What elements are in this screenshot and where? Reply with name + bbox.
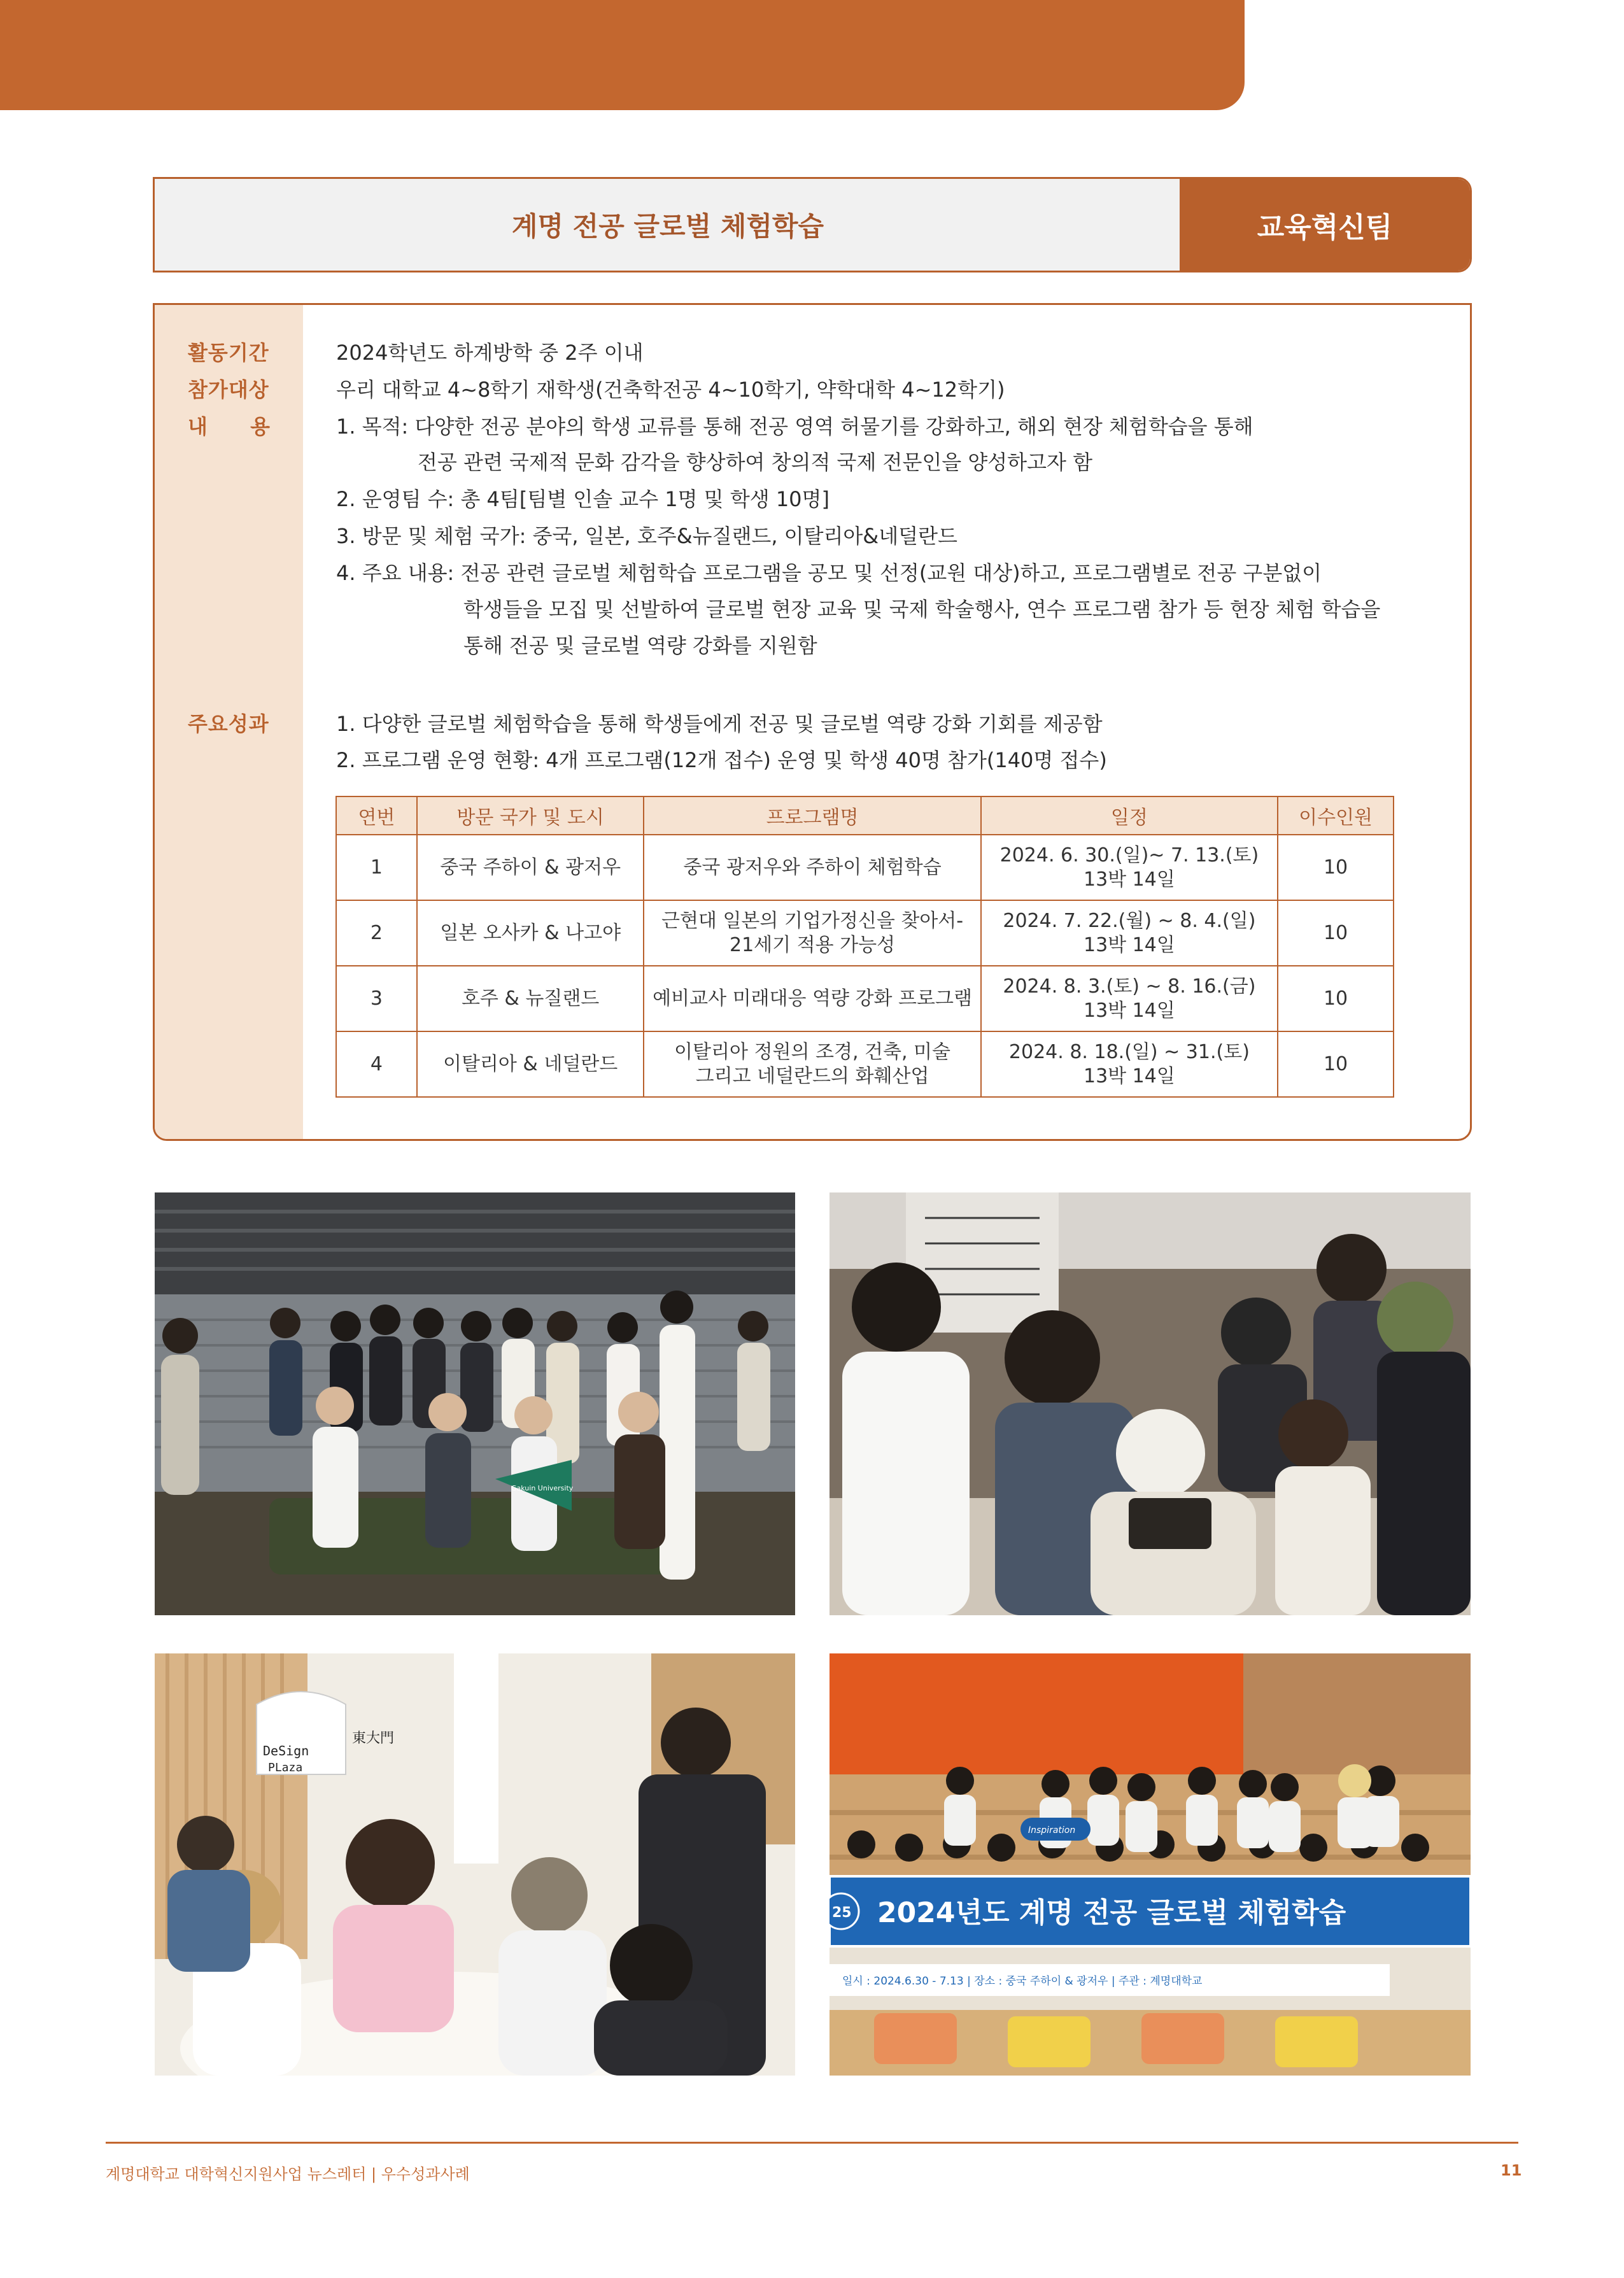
cell-count: 10 — [1278, 900, 1394, 966]
table-row — [336, 966, 1394, 1031]
info-box — [153, 303, 1472, 1141]
cell-place: 일본 오사카 & 나고야 — [417, 900, 644, 966]
col-header: 방문 국가 및 도시 — [417, 796, 644, 835]
cell-program: 근현대 일본의 기업가정신을 찾아서- 21세기 적용 가능성 — [644, 900, 980, 966]
col-header: 일정 — [981, 796, 1278, 835]
sign-text-ddp: 東大門 — [352, 1730, 395, 1746]
cell-count: 10 — [1278, 966, 1394, 1031]
results-line: 2. 프로그램 운영 현황: 4개 프로그램(12개 접수) 운영 및 학생 40명 참가(140명 접수) — [336, 748, 1107, 772]
program-table — [335, 796, 1394, 1098]
content-line: 학생들을 모집 및 선발하여 글로벌 현장 교육 및 국제 학술행사, 연수 프로그램 참가 등 현장 체험 학습을 — [463, 597, 1381, 621]
team-badge: 교육혁신팀 — [1180, 179, 1470, 271]
cell-date: 2024. 8. 3.(토) ~ 8. 16.(금) 13박 14일 — [981, 966, 1278, 1031]
target-text: 우리 대학교 4~8학기 재학생(건축학전공 4~10학기, 약학대학 4~12학기) — [336, 378, 1005, 402]
col-header: 이수인원 — [1278, 796, 1394, 835]
inspiration-sign: Inspiration — [1028, 1825, 1076, 1836]
target-label: 참가대상 — [188, 378, 269, 402]
cell-count: 10 — [1278, 1031, 1394, 1097]
group-photo-1 — [155, 1192, 795, 1615]
cell-place: 이탈리아 & 네덜란드 — [417, 1031, 644, 1097]
pennant-label: Gakuin University — [511, 1484, 574, 1492]
content-line: 전공 관련 국제적 문화 감각을 향상하여 창의적 국제 전문인을 양성하고자 함 — [418, 450, 1092, 474]
workshop-photo-3 — [155, 1653, 795, 2076]
cell-program: 이탈리아 정원의 조경, 건축, 미술 그리고 네덜란드의 화훼산업 — [644, 1031, 980, 1097]
banner-title: 2024년도 계명 전공 글로벌 체험학습 — [877, 1897, 1346, 1929]
content-line: 2. 운영팀 수: 총 4팀[팀별 인솔 교수 1명 및 학생 10명] — [336, 487, 830, 511]
cell-place: 호주 & 뉴질랜드 — [417, 966, 644, 1031]
col-header: 프로그램명 — [644, 796, 980, 835]
col-header: 연번 — [336, 796, 417, 835]
table-row — [336, 835, 1394, 900]
cell-no: 3 — [336, 966, 417, 1031]
footer-divider — [106, 2142, 1518, 2144]
cell-count: 10 — [1278, 835, 1394, 900]
content-label: 내 용 — [188, 414, 271, 439]
cell-date: 2024. 6. 30.(일)~ 7. 13.(토) 13박 14일 — [981, 835, 1278, 900]
cell-place: 중국 주하이 & 광저우 — [417, 835, 644, 900]
cell-program: 중국 광저우와 주하이 체험학습 — [644, 835, 980, 900]
content-line: 1. 목적: 다양한 전공 분야의 학생 교류를 통해 전공 영역 허물기를 강화하고, 해외 현장 체험학습을 통해 — [336, 414, 1253, 439]
cell-no: 2 — [336, 900, 417, 966]
content-line: 통해 전공 및 글로벌 역량 강화를 지원함 — [463, 633, 817, 658]
cell-program: 예비교사 미래대응 역량 강화 프로그램 — [644, 966, 980, 1031]
group-photo-4 — [830, 1653, 1471, 2076]
period-label: 활동기간 — [188, 341, 269, 365]
footer-publication: 계명대학교 대학혁신지원사업 뉴스레터 | 우수성과사례 — [106, 2165, 470, 2183]
content-line: 4. 주요 내용: 전공 관련 글로벌 체험학습 프로그램을 공모 및 선정(교원 대상)하고, 프로그램별로 전공 구분없이 — [336, 561, 1322, 585]
content-line: 3. 방문 및 체험 국가: 중국, 일본, 호주&뉴질랜드, 이탈리아&네덜란드 — [336, 524, 957, 548]
banner-subtitle: 일시 : 2024.6.30 - 7.13 | 장소 : 중국 주하이 & 광저우 | 주관 : 계명대학교 — [842, 1975, 1203, 1988]
page-title: 계명 전공 글로벌 체험학습 — [511, 211, 824, 242]
cell-no: 1 — [336, 835, 417, 900]
table-row — [336, 900, 1394, 966]
table-row — [336, 1031, 1394, 1097]
section-title-bar — [153, 177, 1472, 272]
table-header-row — [336, 796, 1394, 835]
sign-text-design: DeSign — [263, 1743, 309, 1758]
cell-date: 2024. 8. 18.(일) ~ 31.(토) 13박 14일 — [981, 1031, 1278, 1097]
cell-no: 4 — [336, 1031, 417, 1097]
activity-photo-2 — [830, 1192, 1471, 1615]
results-line: 1. 다양한 글로벌 체험학습을 통해 학생들에게 전공 및 글로벌 역량 강화 기회를 제공함 — [336, 712, 1103, 736]
page-number: 11 — [1500, 2161, 1522, 2179]
top-tab-decoration — [0, 0, 1245, 110]
period-text: 2024학년도 하계방학 중 2주 이내 — [336, 341, 644, 365]
results-label: 주요성과 — [188, 712, 269, 736]
banner-badge: 25 — [832, 1905, 852, 1921]
cell-date: 2024. 7. 22.(월) ~ 8. 4.(일) 13박 14일 — [981, 900, 1278, 966]
sign-text-plaza: PLaza — [268, 1761, 303, 1774]
